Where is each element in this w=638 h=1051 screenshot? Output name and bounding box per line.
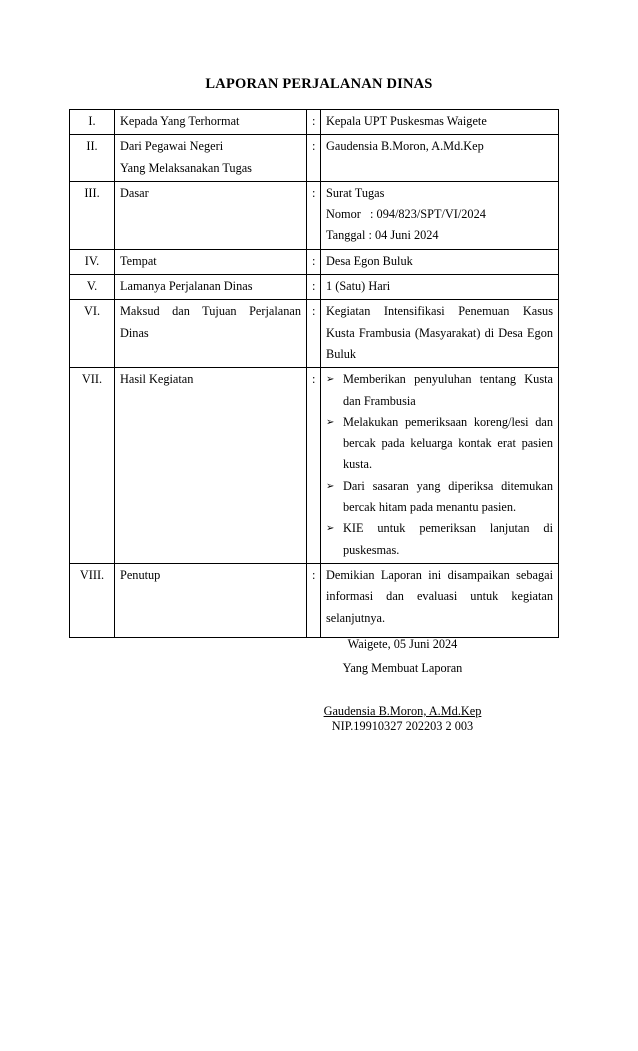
report-table xyxy=(69,109,559,638)
table-row xyxy=(70,275,559,300)
row-number: I. xyxy=(70,110,115,135)
signature-nip: NIP.19910327 202203 2 003 xyxy=(331,719,474,733)
arrow-bullet-icon: ➢ xyxy=(326,416,335,428)
arrow-bullet-icon: ➢ xyxy=(326,523,335,535)
row-colon: : xyxy=(307,563,321,637)
list-item xyxy=(326,518,553,561)
table-row xyxy=(70,110,559,135)
row-value xyxy=(321,181,559,249)
list-item-text: Melakukan pemeriksaan koreng/lesi dan bercak pada keluarga kontak erat pasien kusta. xyxy=(343,414,553,472)
row-label xyxy=(115,135,307,182)
row-value: Kegiatan Intensifikasi Penemuan Kasus Kusta Frambusia (Masyarakat) di Desa Egon Buluk xyxy=(321,300,559,368)
row-number: II. xyxy=(70,135,115,182)
row-label: Dasar xyxy=(115,181,307,249)
table-row xyxy=(70,563,559,637)
table-row xyxy=(70,181,559,249)
table-row xyxy=(70,249,559,274)
row-label: Maksud dan Tujuan Perjalanan Dinas xyxy=(115,300,307,368)
row-value xyxy=(321,368,559,564)
row-value: Kepala UPT Puskesmas Waigete xyxy=(321,110,559,135)
list-item-text: Memberikan penyuluhan tentang Kusta dan Frambusia xyxy=(343,372,553,408)
row-number: VII. xyxy=(70,368,115,564)
signature-place-date: Waigete, 05 Juni 2024 xyxy=(347,637,458,651)
arrow-bullet-icon: ➢ xyxy=(326,480,335,492)
row-value: 1 (Satu) Hari xyxy=(321,275,559,300)
row-number: IV. xyxy=(70,249,115,274)
row-label: Penutup xyxy=(115,563,307,637)
list-item-text: KIE untuk pemeriksan lanjutan di puskesmas. xyxy=(343,521,553,557)
list-item-text: Dari sasaran yang diperiksa ditemukan bercak hitam pada menantu pasien. xyxy=(343,478,553,515)
row-colon: : xyxy=(307,368,321,564)
row-value-line: Surat Tugas xyxy=(326,185,385,200)
row-label: Kepada Yang Terhormat xyxy=(115,110,307,135)
row-value: Desa Egon Buluk xyxy=(321,249,559,274)
row-colon: : xyxy=(307,181,321,249)
list-item xyxy=(326,412,553,476)
row-colon: : xyxy=(307,275,321,300)
row-colon: : xyxy=(307,110,321,135)
row-number: III. xyxy=(70,181,115,249)
row-label-line: Yang Melaksanakan Tugas xyxy=(120,160,252,175)
row-label: Hasil Kegiatan xyxy=(115,368,307,564)
signature-name: Gaudensia B.Moron, A.Md.Kep xyxy=(323,704,482,718)
row-number: V. xyxy=(70,275,115,300)
row-value-line: Nomor : 094/823/SPT/VI/2024 xyxy=(326,207,486,222)
row-label: Tempat xyxy=(115,249,307,274)
table-row xyxy=(70,135,559,182)
row-value: Demikian Laporan ini disampaikan sebagai informasi dan evaluasi untuk kegiatan selanjutnya. xyxy=(321,563,559,637)
row-label-line: Dari Pegawai Negeri xyxy=(120,139,224,154)
table-row xyxy=(70,368,559,564)
results-list xyxy=(326,369,553,561)
row-colon: : xyxy=(307,135,321,182)
row-value-line: Tanggal : 04 Juni 2024 xyxy=(326,228,439,243)
list-item xyxy=(326,369,553,412)
row-label: Lamanya Perjalanan Dinas xyxy=(115,275,307,300)
row-value: Gaudensia B.Moron, A.Md.Kep xyxy=(321,135,559,182)
row-colon: : xyxy=(307,249,321,274)
signature-role: Yang Membuat Laporan xyxy=(342,661,463,675)
row-colon: : xyxy=(307,300,321,368)
document-title: LAPORAN PERJALANAN DINAS xyxy=(205,76,433,92)
list-item xyxy=(326,476,553,519)
arrow-bullet-icon: ➢ xyxy=(326,374,335,386)
table-row xyxy=(70,300,559,368)
row-number: VI. xyxy=(70,300,115,368)
row-number: VIII. xyxy=(70,563,115,637)
